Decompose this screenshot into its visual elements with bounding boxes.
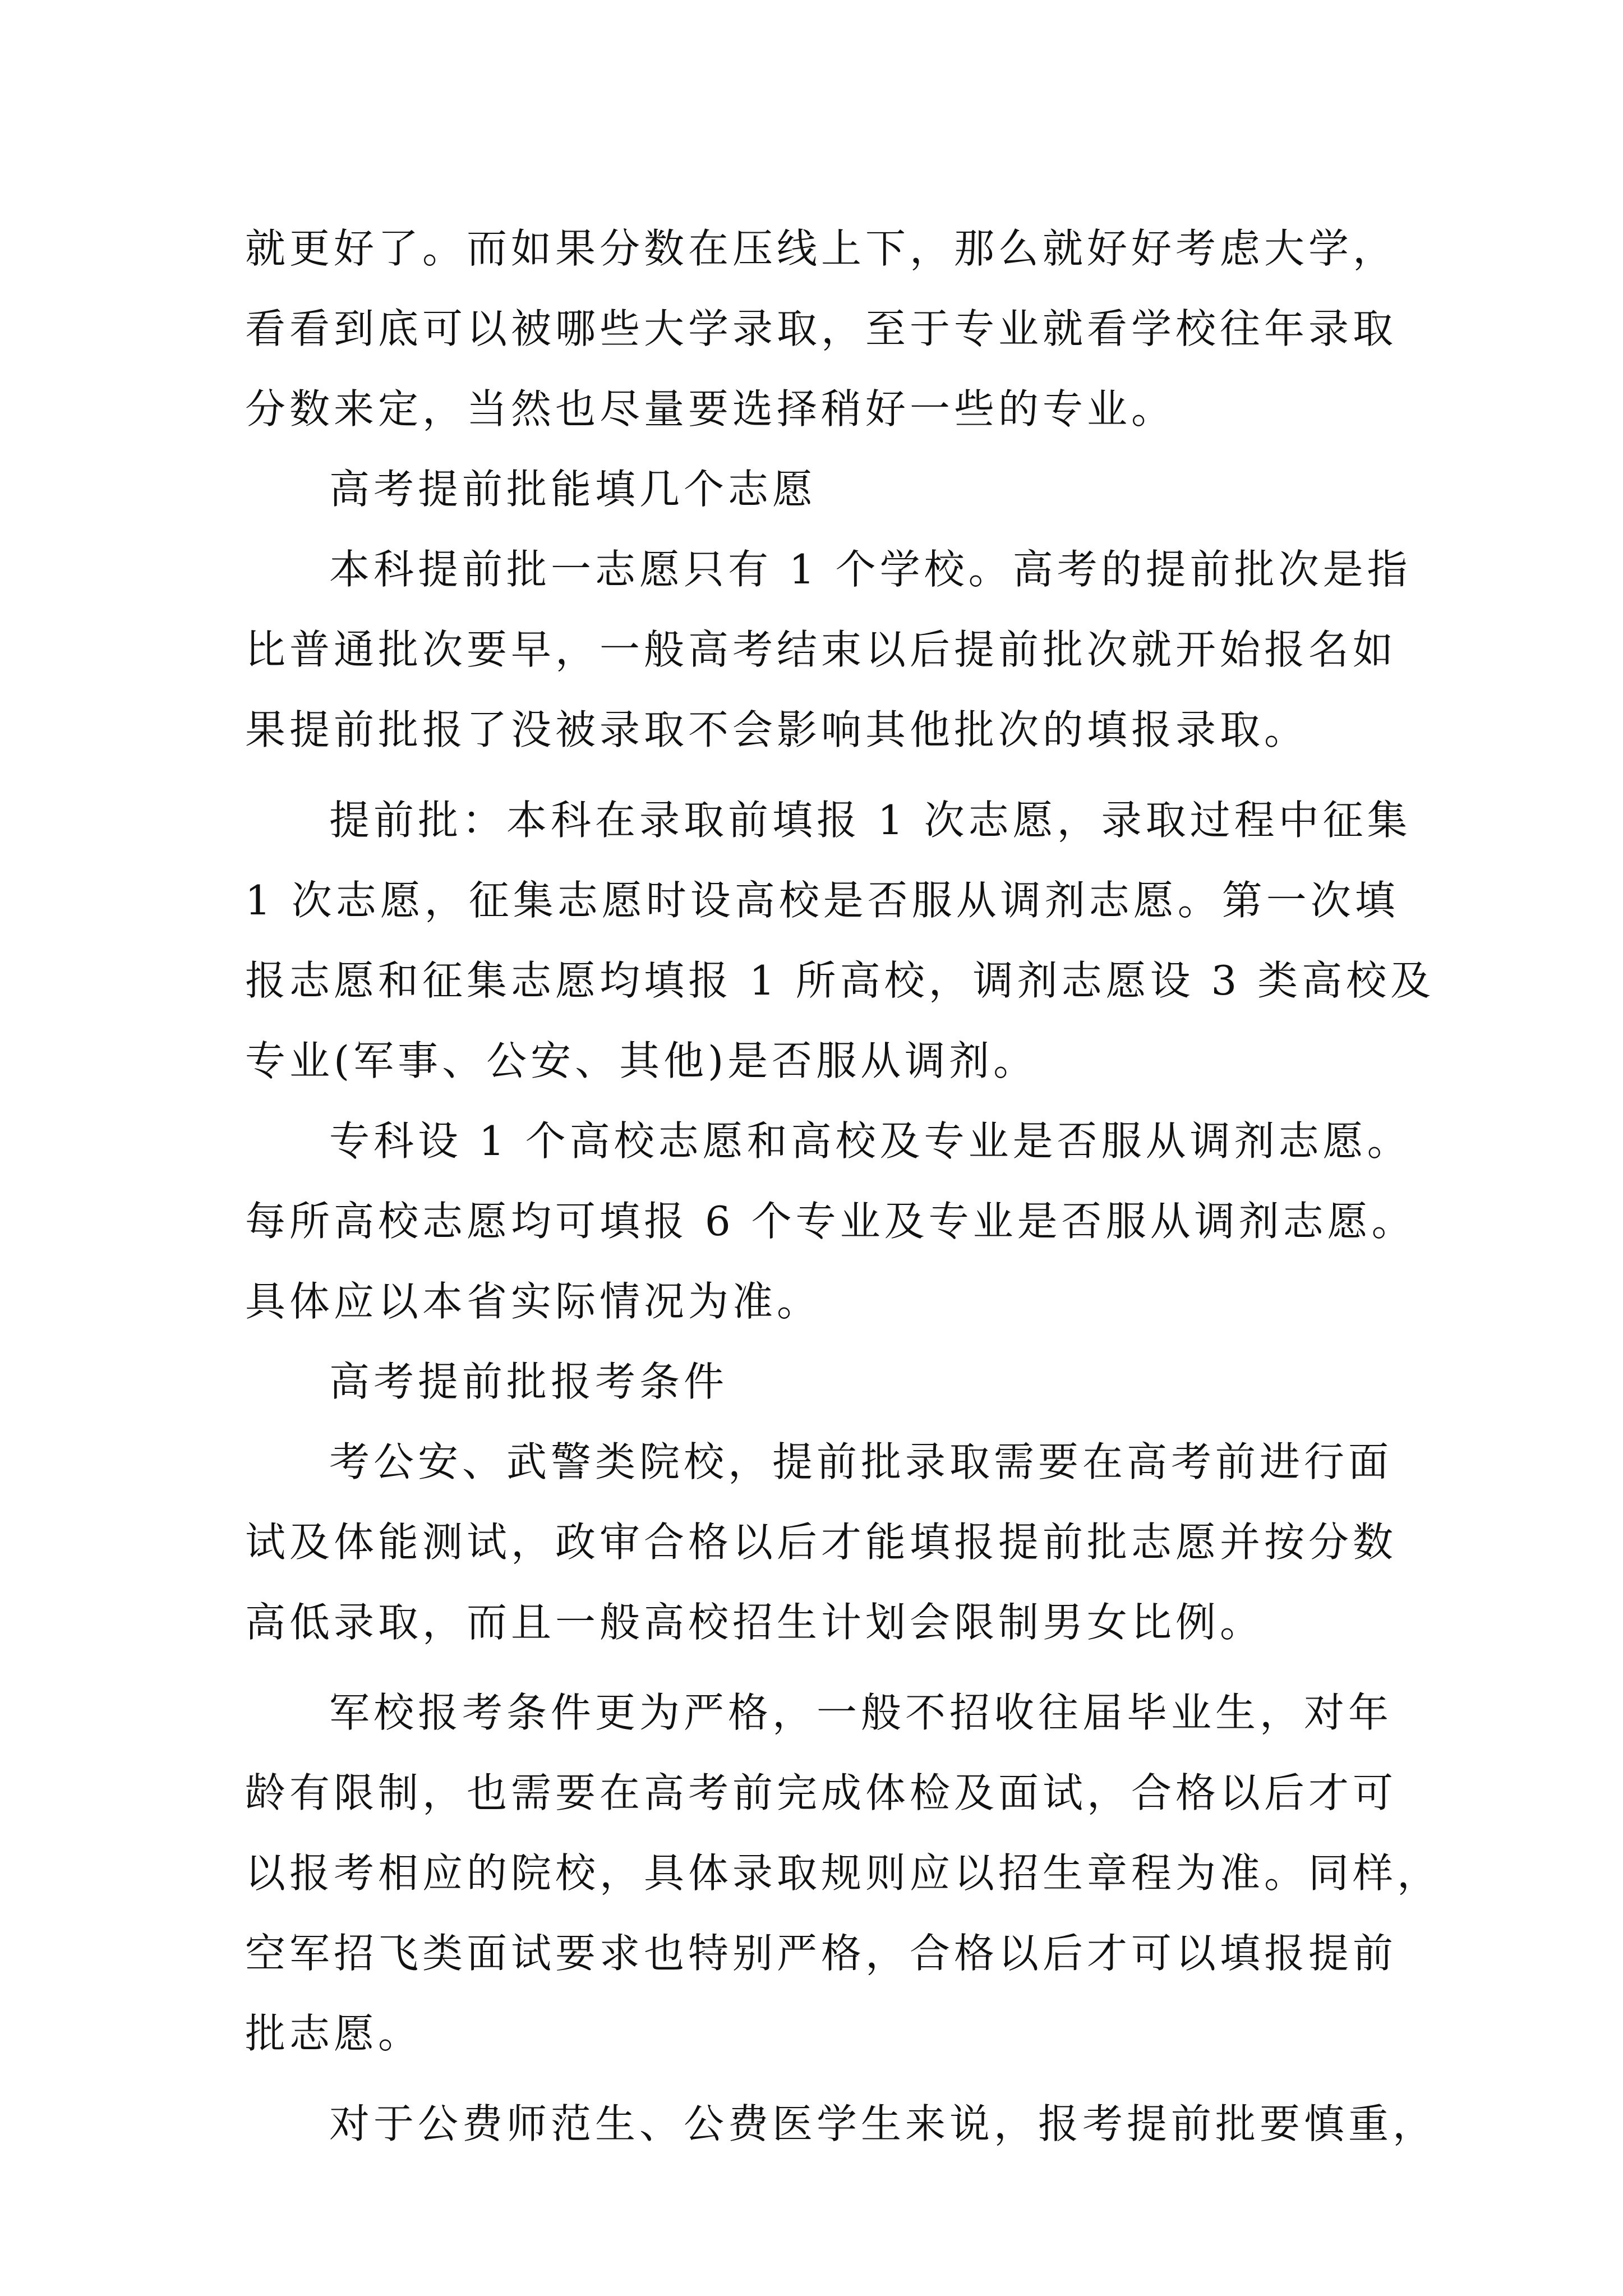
text-line: 提前批：本科在录取前填报 1 次志愿，录取过程中征集	[329, 797, 1412, 844]
section-heading: 高考提前批能填几个志愿	[329, 466, 817, 513]
text-line: 高低录取，而且一般高校招生计划会限制男女比例。	[245, 1599, 1265, 1646]
text-line: 专业(军事、公安、其他)是否服从调剂。	[245, 1037, 1038, 1084]
text-line: 果提前批报了没被录取不会影响其他批次的填报录取。	[245, 706, 1309, 753]
text-line: 每所高校志愿均可填报 6 个专业及专业是否服从调剂志愿。	[245, 1198, 1416, 1245]
text-line: 分数来定，当然也尽量要选择稍好一些的专业。	[245, 385, 1176, 432]
text-line: 考公安、武警类院校，提前批录取需要在高考前进行面	[329, 1438, 1393, 1485]
text-line: 看看到底可以被哪些大学录取，至于专业就看学校往年录取	[245, 305, 1398, 352]
text-line: 试及体能测试，政审合格以后才能填报提前批志愿并按分数	[245, 1519, 1398, 1566]
text-line: 龄有限制，也需要在高考前完成体检及面试，合格以后才可	[245, 1769, 1398, 1816]
text-line: 对于公费师范生、公费医学生来说，报考提前批要慎重，	[329, 2100, 1437, 2147]
text-line: 报志愿和征集志愿均填报 1 所高校，调剂志愿设 3 类高校及	[245, 957, 1435, 1004]
text-line: 专科设 1 个高校志愿和高校及专业是否服从调剂志愿。	[329, 1117, 1412, 1165]
document-body	[245, 209, 1442, 2164]
text-line: 1 次志愿，征集志愿时设高校是否服从调剂志愿。第一次填	[245, 877, 1399, 924]
text-line: 以报考相应的院校，具体录取规则应以招生章程为准。同样，	[245, 1849, 1442, 1897]
text-line: 就更好了。而如果分数在压线上下，那么就好好考虑大学，	[245, 225, 1398, 272]
section-heading: 高考提前批报考条件	[329, 1358, 728, 1405]
text-line: 本科提前批一志愿只有 1 个学校。高考的提前批次是指	[329, 546, 1412, 593]
text-line: 具体应以本省实际情况为准。	[245, 1278, 822, 1325]
text-line: 批志愿。	[245, 2010, 423, 2057]
text-line: 比普通批次要早，一般高考结束以后提前批次就开始报名如	[245, 626, 1398, 673]
text-line: 军校报考条件更为严格，一般不招收往届毕业生，对年	[329, 1689, 1393, 1736]
text-line: 空军招飞类面试要求也特别严格，合格以后才可以填报提前	[245, 1930, 1398, 1977]
